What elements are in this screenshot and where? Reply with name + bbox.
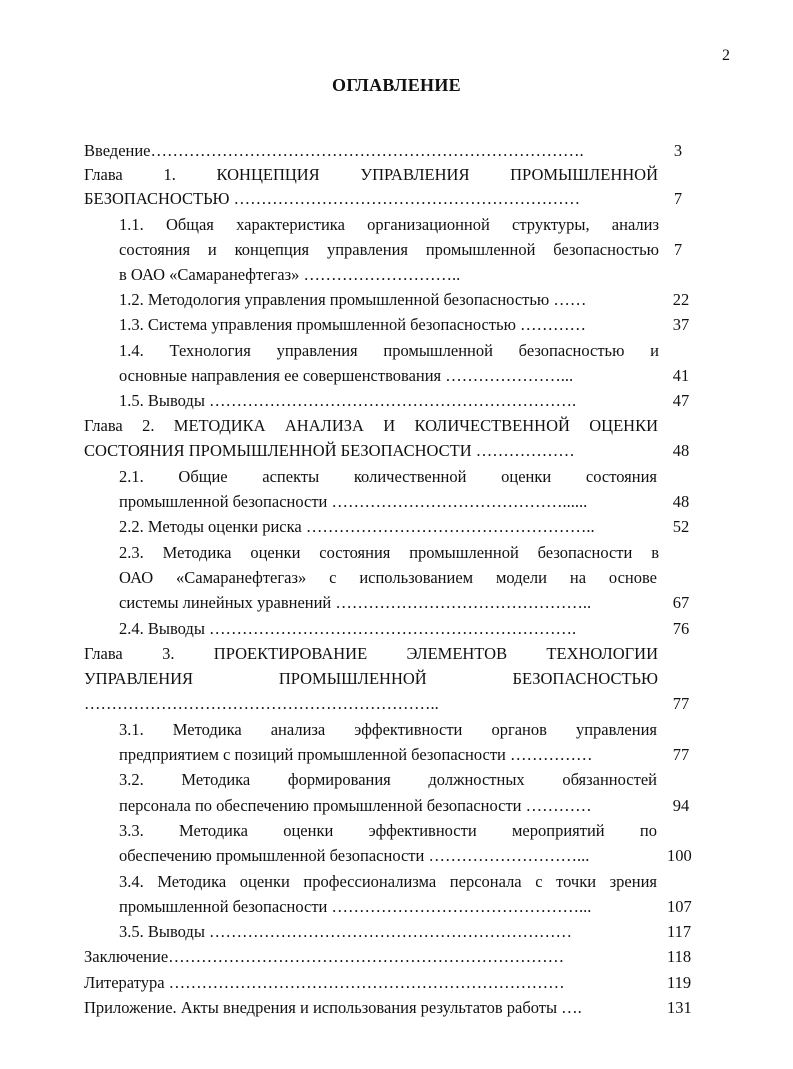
toc-entry-2-2: 2.2. Методы оценки риска …………………………………………….. xyxy=(119,517,595,536)
toc-entry-ch3-line1: Глава 3. ПРОЕКТИРОВАНИЕ ЭЛЕМЕНТОВ ТЕХНОЛОГИИ xyxy=(84,644,658,663)
toc-entry-3-4-line2: промышленной безопасности ………………………………………... xyxy=(119,897,592,916)
toc-entry-ch3-line3: ……………………………………………………….. xyxy=(84,694,439,713)
toc-entry-3-5: 3.5. Выводы ………………………………………………………… xyxy=(119,922,573,941)
toc-entry-ch1-line2: БЕЗОПАСНОСТЬЮ ……………………………………………………… xyxy=(84,189,581,208)
toc-entry-1-1-line2: состояния и концепция управления промышленной безопасностью xyxy=(119,240,659,259)
toc-entry-1-5: 1.5. Выводы …………………………………………………………. xyxy=(119,391,577,410)
toc-entry-2-4: 2.4. Выводы …………………………………………………………. xyxy=(119,619,577,638)
toc-entry-3-2-line2: персонала по обеспечению промышленной безопасности ………… xyxy=(119,796,592,815)
toc-entry-2-3-line1: 2.3. Методика оценки состояния промышленной безопасности в xyxy=(119,543,659,562)
toc-page-3-1: 77 xyxy=(672,745,690,764)
toc-entry-2-1-line2: промышленной безопасности ……………………………………...... xyxy=(119,492,588,511)
toc-page-1-1: 7 xyxy=(673,240,683,259)
toc-entry-appendix: Приложение. Акты внедрения и использования результатов работы …. xyxy=(84,998,582,1017)
toc-page-2-4: 76 xyxy=(672,619,690,638)
toc-page-literature: 119 xyxy=(667,973,692,992)
toc-page-conclusion: 118 xyxy=(667,947,692,966)
toc-entry-2-3-line2: ОАО «Самаранефтегаз» с использованием модели на основе xyxy=(119,568,657,587)
toc-page-3-2: 94 xyxy=(672,796,690,815)
toc-title: ОГЛАВЛЕНИЕ xyxy=(332,75,461,95)
toc-page-ch3: 77 xyxy=(672,694,690,713)
toc-entry-1-4-line2: основные направления ее совершенствования …………………... xyxy=(119,366,574,385)
toc-entry-ch1-line1: Глава 1. КОНЦЕПЦИЯ УПРАВЛЕНИЯ ПРОМЫШЛЕННОЙ xyxy=(84,165,658,184)
toc-page-1-4: 41 xyxy=(672,366,690,385)
toc-page-ch2: 48 xyxy=(672,441,690,460)
toc-entry-1-4-line1: 1.4. Технология управления промышленной безопасностью и xyxy=(119,341,659,360)
toc-page-ch1: 7 xyxy=(673,189,683,208)
toc-entry-3-1-line2: предприятием с позиций промышленной безопасности …………… xyxy=(119,745,593,764)
toc-page-intro: 3 xyxy=(673,141,683,160)
toc-entry-1-1-line3: в ОАО «Самаранефтегаз» ……………………….. xyxy=(119,265,461,284)
toc-entry-1-2: 1.2. Методология управления промышленной безопасностью …… xyxy=(119,290,587,309)
toc-entry-3-4-line1: 3.4. Методика оценки профессионализма персонала с точки зрения xyxy=(119,872,657,891)
toc-entry-2-1-line1: 2.1. Общие аспекты количественной оценки состояния xyxy=(119,467,657,486)
toc-entry-3-2-line1: 3.2. Методика формирования должностных обязанностей xyxy=(119,770,657,789)
toc-entry-1-1-line1: 1.1. Общая характеристика организационной структуры, анализ xyxy=(119,215,659,234)
toc-entry-ch3-line2: УПРАВЛЕНИЯ ПРОМЫШЛЕННОЙ БЕЗОПАСНОСТЬЮ xyxy=(84,669,658,688)
toc-entry-ch2-line1: Глава 2. МЕТОДИКА АНАЛИЗА И КОЛИЧЕСТВЕННОЙ ОЦЕНКИ xyxy=(84,416,658,435)
toc-page-2-2: 52 xyxy=(672,517,690,536)
toc-page-3-5: 117 xyxy=(667,922,692,941)
toc-page-3-4: 107 xyxy=(667,897,692,916)
toc-page-2-3: 67 xyxy=(672,593,690,612)
toc-page-3-3: 100 xyxy=(667,846,692,865)
toc-page-2-1: 48 xyxy=(672,492,690,511)
toc-page-1-3: 37 xyxy=(672,315,690,334)
page-number: 2 xyxy=(722,47,730,64)
toc-entry-literature: Литература ……………………………………………………………… xyxy=(84,973,565,992)
toc-entry-2-3-line3: системы линейных уравнений ……………………………………….. xyxy=(119,593,592,612)
toc-entry-3-3-line1: 3.3. Методика оценки эффективности мероприятий по xyxy=(119,821,657,840)
toc-entry-conclusion: Заключение……………………………………………………………… xyxy=(84,947,565,966)
toc-entry-3-3-line2: обеспечению промышленной безопасности ………………………... xyxy=(119,846,590,865)
toc-entry-intro: Введение……………………………………………………………………. xyxy=(84,141,584,160)
toc-entry-3-1-line1: 3.1. Методика анализа эффективности органов управления xyxy=(119,720,657,739)
toc-page-1-2: 22 xyxy=(672,290,690,309)
toc-entry-ch2-line2: СОСТОЯНИЯ ПРОМЫШЛЕННОЙ БЕЗОПАСНОСТИ ……………… xyxy=(84,441,575,460)
toc-page-1-5: 47 xyxy=(672,391,690,410)
toc-entry-1-3: 1.3. Система управления промышленной безопасностью ………… xyxy=(119,315,587,334)
toc-page-appendix: 131 xyxy=(667,998,692,1017)
